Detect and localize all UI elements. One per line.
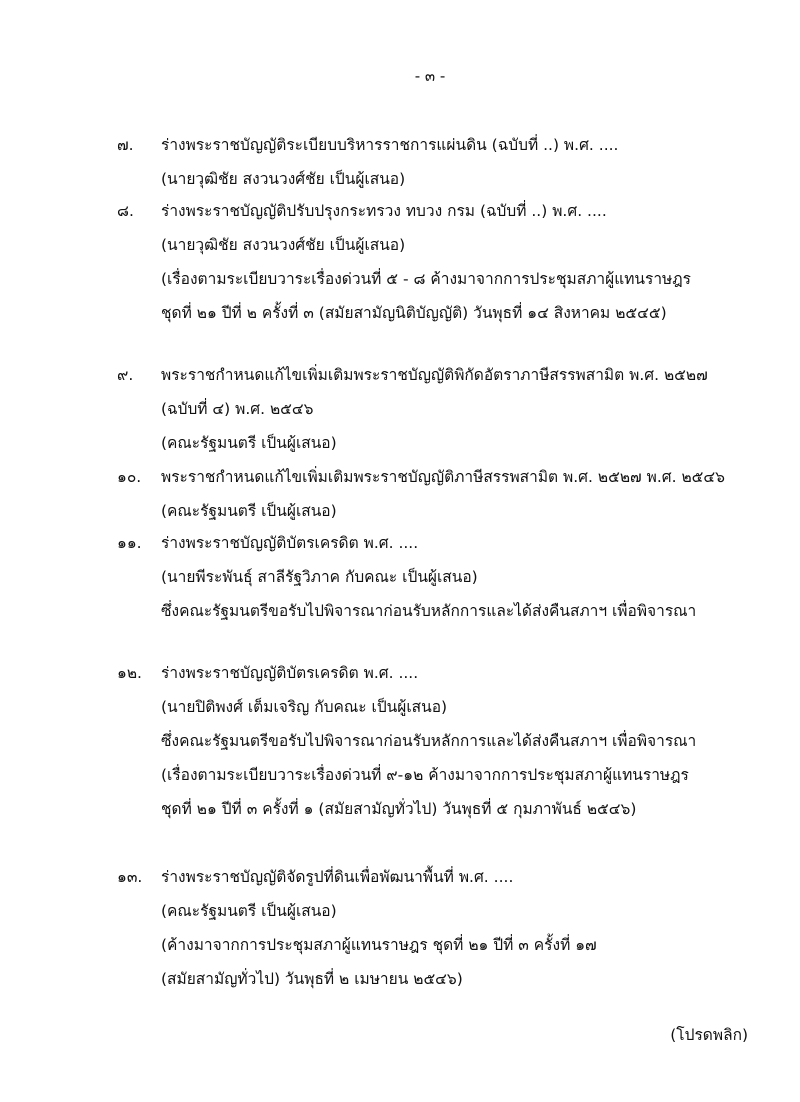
item-title: ร่างพระราชบัญญัติจัดรูปที่ดินเพื่อพัฒนาพื้นที่ พ.ศ. .... — [161, 868, 514, 886]
item-number: ๗. — [117, 136, 134, 154]
item-note: ชุดที่ ๒๑ ปีที่ ๒ ครั้งที่ ๓ (สมัยสามัญนิติบัญญัติ) วันพุธที่ ๑๔ สิงหาคม ๒๕๔๕) — [161, 304, 667, 322]
please-turn-over: (โปรดพลิก) — [670, 1026, 748, 1044]
item-proposer: (นายวุฒิชัย สงวนวงศ์ชัย เป็นผู้เสนอ) — [161, 236, 406, 254]
item-title: ร่างพระราชบัญญัติบัตรเครดิต พ.ศ. .... — [161, 534, 419, 552]
item-title: ร่างพระราชบัญญัติบัตรเครดิต พ.ศ. .... — [161, 664, 419, 682]
item-number: ๑๒. — [117, 664, 142, 682]
item-note: (เรื่องตามระเบียบวาระเรื่องด่วนที่ ๕ - ๘ ค้างมาจากการประชุมสภาผู้แทนราษฎร — [161, 270, 691, 288]
item-title: พระราชกำหนดแก้ไขเพิ่มเติมพระราชบัญญัติพิกัดอัตราภาษีสรรพสามิต พ.ศ. ๒๕๒๗ — [161, 366, 708, 384]
item-number: ๙. — [117, 366, 134, 384]
item-number: ๑๐. — [117, 468, 142, 486]
item-note: (เรื่องตามระเบียบวาระเรื่องด่วนที่ ๙-๑๒ ค้างมาจากการประชุมสภาผู้แทนราษฎร — [161, 766, 689, 784]
item-proposer: (คณะรัฐมนตรี เป็นผู้เสนอ) — [161, 502, 337, 520]
item-title: พระราชกำหนดแก้ไขเพิ่มเติมพระราชบัญญัติภาษีสรรพสามิต พ.ศ. ๒๕๒๗ พ.ศ. ๒๕๔๖ — [161, 468, 725, 486]
item-note: ซึ่งคณะรัฐมนตรีขอรับไปพิจารณาก่อนรับหลักการและได้ส่งคืนสภาฯ เพื่อพิจารณา — [161, 732, 697, 750]
item-note: ซึ่งคณะรัฐมนตรีขอรับไปพิจารณาก่อนรับหลักการและได้ส่งคืนสภาฯ เพื่อพิจารณา — [161, 602, 697, 620]
item-title: ร่างพระราชบัญญัติระเบียบบริหารราชการแผ่นดิน (ฉบับที่ ..) พ.ศ. .... — [161, 136, 619, 154]
item-note: ชุดที่ ๒๑ ปีที่ ๓ ครั้งที่ ๑ (สมัยสามัญทั่วไป) วันพุธที่ ๕ กุมภาพันธ์ ๒๕๔๖) — [161, 800, 637, 818]
item-proposer: (นายพีระพันธุ์ สาลีรัฐวิภาค กับคณะ เป็นผู้เสนอ) — [161, 568, 478, 586]
item-title-cont: (ฉบับที่ ๔) พ.ศ. ๒๕๔๖ — [161, 400, 314, 418]
item-number: ๑๑. — [117, 534, 142, 552]
page-number: - ๓ - — [414, 67, 446, 85]
item-number: ๘. — [117, 202, 134, 220]
item-note: (ค้างมาจากการประชุมสภาผู้แทนราษฎร ชุดที่ ๒๑ ปีที่ ๓ ครั้งที่ ๑๗ — [161, 936, 597, 954]
item-proposer: (คณะรัฐมนตรี เป็นผู้เสนอ) — [161, 434, 337, 452]
item-proposer: (คณะรัฐมนตรี เป็นผู้เสนอ) — [161, 902, 337, 920]
item-proposer: (นายวุฒิชัย สงวนวงศ์ชัย เป็นผู้เสนอ) — [161, 170, 406, 188]
item-note: (สมัยสามัญทั่วไป) วันพุธที่ ๒ เมษายน ๒๕๔๖) — [161, 970, 463, 988]
item-proposer: (นายปิติพงศ์ เต็มเจริญ กับคณะ เป็นผู้เสนอ) — [161, 698, 448, 716]
item-number: ๑๓. — [117, 868, 143, 886]
item-title: ร่างพระราชบัญญัติปรับปรุงกระทรวง ทบวง กรม (ฉบับที่ ..) พ.ศ. .... — [161, 202, 607, 220]
